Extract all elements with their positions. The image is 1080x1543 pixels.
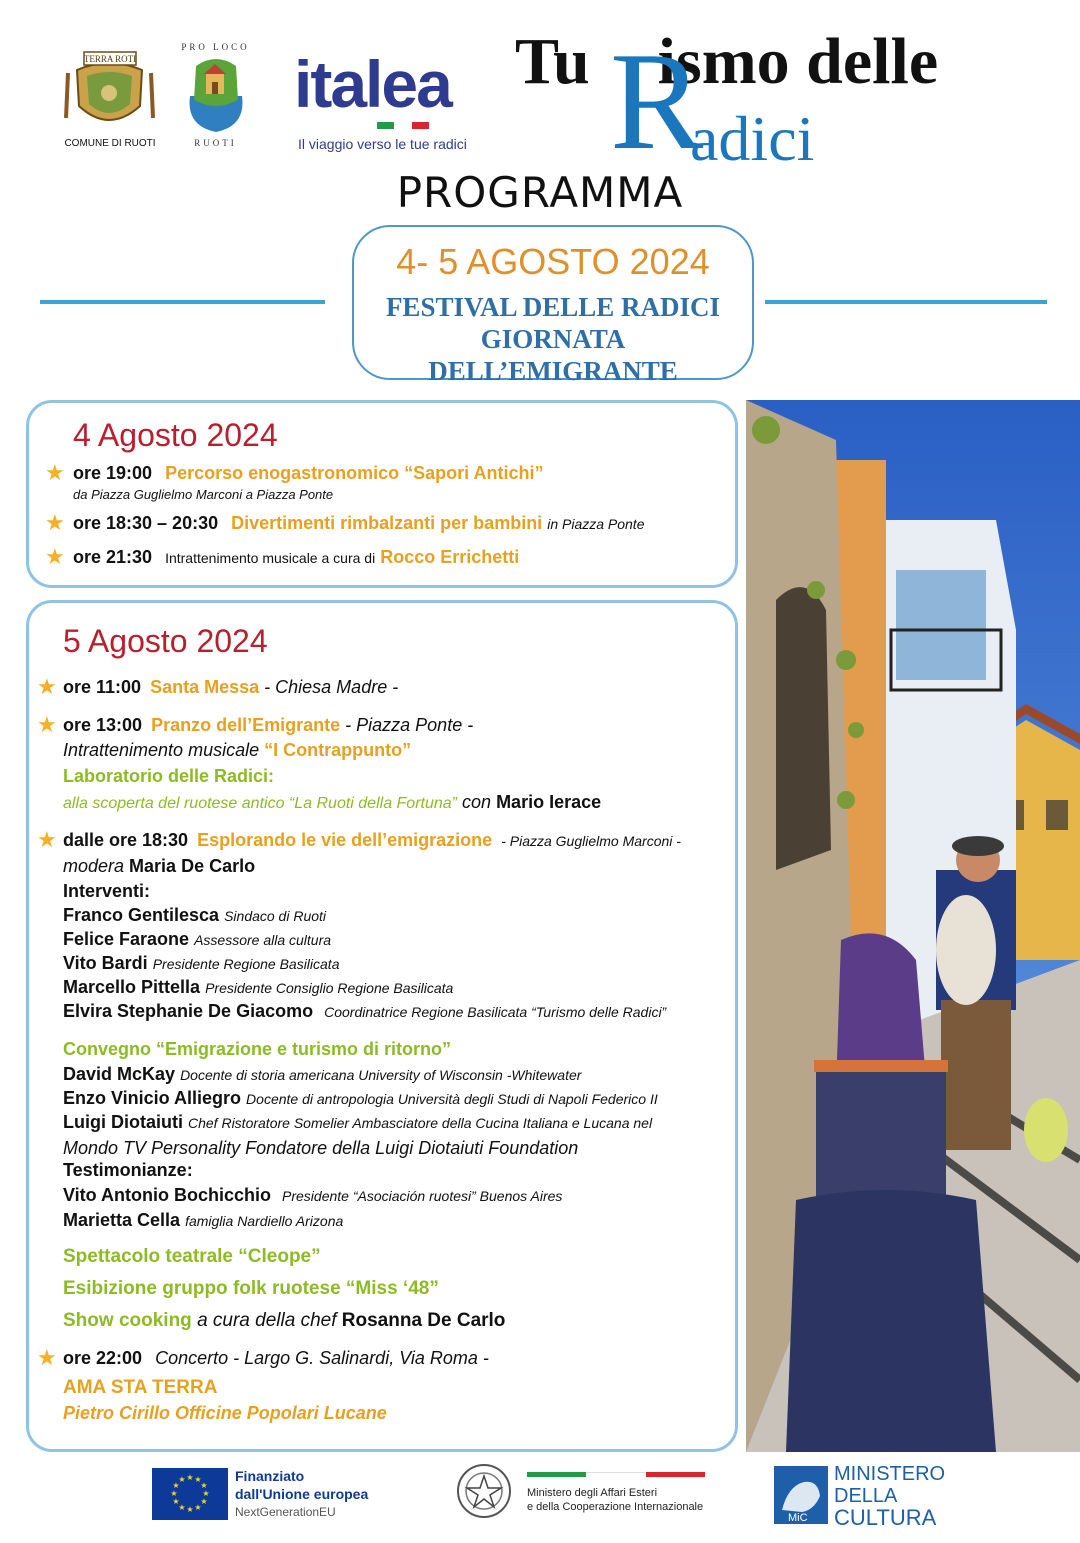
star-icon: ★ — [37, 712, 57, 737]
svg-text:★: ★ — [194, 1475, 202, 1484]
programma-title: PROGRAMMA — [396, 168, 684, 217]
mic-text — [834, 1463, 945, 1529]
item-place: - Chiesa Madre - — [264, 677, 399, 697]
convegno-speaker — [63, 1064, 581, 1085]
star-icon: ★ — [37, 674, 57, 699]
mae-line2: e della Cooperazione Internazionale — [527, 1501, 704, 1513]
day2-item-messa — [37, 674, 399, 699]
star-icon: ★ — [45, 510, 65, 535]
convegno-speaker — [63, 1112, 652, 1133]
speaker-role: Docente di storia americana University of Wisconsin -Whitewater — [180, 1067, 582, 1083]
street-illustration — [746, 400, 1080, 1452]
day1-item-2 — [45, 510, 645, 535]
mic-line2: DELLA — [834, 1485, 898, 1507]
speaker-row — [63, 929, 331, 950]
svg-text:★: ★ — [186, 1505, 194, 1514]
day2-item-concerto — [37, 1345, 489, 1370]
music-title: “I Contrappunto” — [264, 740, 412, 760]
day1-item-3 — [45, 544, 520, 569]
day1-item-1-note: da Piazza Guglielmo Marconi a Piazza Ponte — [73, 487, 334, 502]
item-time: ore 22:00 — [63, 1348, 143, 1368]
item-time: ore 13:00 — [63, 715, 143, 735]
speaker-role: Chef Ristoratore Somelier Ambasciatore della Cucina Italiana e Lucana nel — [188, 1115, 653, 1131]
speaker-name: Luigi Diotaiuti — [63, 1112, 183, 1132]
moderator-name: Maria De Carlo — [129, 856, 256, 876]
show-pre: a cura della chef — [197, 1310, 337, 1331]
speaker-name: David McKay — [63, 1064, 176, 1084]
lab-desc: alla scoperta del ruotese antico “La Ruoti della Fortuna” — [63, 795, 457, 812]
testimonial-row — [63, 1210, 343, 1231]
eu-line3: NextGenerationEU — [235, 1505, 336, 1519]
item-title: Esplorando le vie dell’emigrazione — [197, 830, 493, 850]
testimonial-name: Marietta Cella — [63, 1210, 181, 1230]
italian-flag-icon — [377, 122, 429, 129]
mae-line1: Ministero degli Affari Esteri — [527, 1487, 658, 1499]
speaker-name: Marcello Pittella — [63, 977, 201, 997]
mic-line3: CULTURA — [834, 1505, 937, 1530]
esibizione: Esibizione gruppo folk ruotese “Miss ‘48” — [63, 1278, 439, 1299]
speaker-name: Vito Bardi — [63, 953, 148, 973]
day1-title: 4 Agosto 2024 — [73, 417, 278, 453]
testimonial-row — [63, 1185, 562, 1206]
day2-laboratorio: Laboratorio delle Radici: — [63, 766, 275, 786]
spettacolo: Spettacolo teatrale “Cleope” — [63, 1246, 321, 1267]
mic-line1: MINISTERO — [834, 1463, 946, 1485]
eu-line1: Finanziato — [235, 1468, 305, 1484]
turismo-tu: Tu — [515, 25, 590, 98]
show-cooking — [63, 1310, 505, 1332]
item-title: Pranzo dell’Emigrante — [151, 715, 341, 735]
speaker-row — [63, 953, 339, 974]
proloco-emblem-icon — [186, 56, 246, 136]
day2-box — [26, 600, 738, 1452]
turismo-big-r: R — [610, 24, 704, 179]
lab-con: con — [462, 792, 492, 812]
music-pre: Intrattenimento musicale — [63, 740, 260, 760]
turismo-line1 — [515, 22, 938, 102]
item-title: Divertimenti rimbalzanti per bambini — [231, 513, 543, 533]
italian-flag-bar — [527, 1472, 705, 1477]
speaker-name: Franco Gentilesca — [63, 905, 220, 925]
svg-text:★: ★ — [200, 1481, 208, 1490]
eu-line2: dall'Unione europea — [235, 1486, 369, 1502]
svg-text:★: ★ — [178, 1503, 186, 1512]
speaker-role: Coordinatrice Regione Basilicata “Turismo delle Radici” — [324, 1004, 667, 1020]
speaker-name: Elvira Stephanie De Giacomo — [63, 1001, 314, 1021]
svg-text:★: ★ — [172, 1481, 180, 1490]
star-icon: ★ — [37, 1345, 57, 1370]
speaker-role: Presidente Regione Basilicata — [152, 956, 340, 972]
eu-stars-icon — [152, 1468, 228, 1520]
testimonianze-label: Testimonianze: — [63, 1160, 193, 1180]
proloco-bottom-text: RUOTI — [194, 138, 237, 148]
speaker-row — [63, 1001, 666, 1022]
speaker-name: Felice Faraone — [63, 929, 190, 949]
speaker-role: Sindaco di Ruoti — [224, 908, 327, 924]
event-dates: 4- 5 AGOSTO 2024 — [396, 241, 710, 282]
star-icon: ★ — [37, 827, 57, 852]
divider-right — [765, 300, 1047, 304]
day2-item-pranzo — [37, 712, 474, 737]
band-sub: Pietro Cirillo Officine Popolari Lucane — [63, 1403, 387, 1423]
crest-text: TERRA ROTI — [83, 54, 137, 64]
eu-flag-icon — [152, 1468, 228, 1520]
item-pre: Intrattenimento musicale a cura di — [165, 550, 376, 566]
day2-title: 5 Agosto 2024 — [63, 623, 268, 659]
item-time: dalle ore 18:30 — [63, 830, 189, 850]
divider-left — [40, 300, 325, 304]
speaker-role: Docente di antropologia Università degli Studi di Napoli Federico II — [246, 1091, 658, 1107]
svg-text:★: ★ — [170, 1489, 178, 1498]
svg-text:★: ★ — [172, 1497, 180, 1506]
lab-person: Mario Ierace — [496, 792, 602, 812]
star-icon: ★ — [45, 460, 65, 485]
svg-text:★: ★ — [202, 1489, 210, 1498]
eu-funding-text — [235, 1467, 368, 1521]
item-time: ore 18:30 – 20:30 — [73, 513, 219, 533]
event-giornata: GIORNATA DELL’EMIGRANTE — [428, 324, 678, 386]
diotaiuti-cont: Mondo TV Personality Fondatore della Luigi Diotaiuti Foundation — [63, 1138, 579, 1158]
day1-item-1 — [45, 460, 544, 485]
item-title: Percorso enogastronomico “Sapori Antichi” — [165, 463, 544, 483]
mae-text — [527, 1486, 703, 1514]
speaker-name: Enzo Vinicio Alliegro — [63, 1088, 242, 1108]
item-note: in Piazza Ponte — [547, 516, 645, 532]
day2-laboratorio-desc — [63, 792, 601, 813]
svg-text:★: ★ — [194, 1503, 202, 1512]
day2-music — [63, 740, 411, 761]
convegno-title: Convegno “Emigrazione e turismo di ritorno” — [63, 1039, 452, 1059]
item-place: Concerto - Largo G. Salinardi, Via Roma - — [155, 1348, 489, 1368]
show-title: Show cooking — [63, 1310, 192, 1331]
italian-emblem-icon — [455, 1462, 513, 1520]
speaker-role: Presidente Consiglio Regione Basilicata — [205, 980, 454, 996]
speaker-row — [63, 977, 453, 998]
testimonial-role: Presidente “Asociación ruotesi” Buenos Aires — [282, 1188, 563, 1204]
item-time: ore 19:00 — [73, 463, 153, 483]
event-festival: FESTIVAL DELLE RADICI — [385, 292, 721, 322]
testimonial-name: Vito Antonio Bochicchio — [63, 1185, 271, 1205]
item-title: Rocco Errichetti — [380, 547, 520, 567]
day2-modera — [63, 856, 255, 877]
mic-logo-icon — [774, 1466, 828, 1524]
item-time: ore 11:00 — [63, 677, 142, 697]
turismo-ismo-delle: ismo delle — [657, 25, 939, 98]
speaker-row — [63, 905, 326, 926]
italea-wordmark: italea — [294, 47, 451, 121]
day1-box — [26, 400, 738, 588]
crest-icon — [62, 48, 157, 138]
speaker-role: Assessore alla cultura — [194, 932, 332, 948]
mic-badge-text: MiC — [788, 1512, 808, 1524]
band-name: AMA STA TERRA — [63, 1377, 218, 1398]
comune-di-ruoti-logo — [62, 48, 157, 158]
comune-label: COMUNE DI RUOTI — [64, 138, 156, 149]
interventi-label: Interventi: — [63, 881, 151, 901]
item-place: - Piazza Guglielmo Marconi - — [501, 833, 681, 849]
star-icon: ★ — [45, 544, 65, 569]
item-time: ore 21:30 — [73, 547, 153, 567]
svg-text:★: ★ — [200, 1497, 208, 1506]
svg-text:★: ★ — [186, 1473, 194, 1482]
italea-logo — [292, 44, 492, 154]
item-title: Santa Messa — [150, 677, 260, 697]
item-place: - Piazza Ponte - — [345, 715, 474, 735]
day2-item-esplorando — [37, 827, 681, 852]
pro-loco-ruoti-logo — [178, 42, 253, 154]
proloco-top-text: PRO LOCO — [181, 42, 250, 52]
svg-text:★: ★ — [178, 1475, 186, 1484]
event-date-box — [352, 225, 754, 386]
show-person: Rosanna De Carlo — [341, 1310, 506, 1331]
turismo-adici: adici — [690, 103, 815, 174]
convegno-speaker — [63, 1088, 658, 1109]
italea-tagline: Il viaggio verso le tue radici — [298, 136, 467, 152]
village-street-photo — [746, 400, 1080, 1452]
turismo-delle-radici-logo — [515, 22, 1060, 179]
modera-label: modera — [63, 856, 125, 876]
testimonial-role: famiglia Nardiello Arizona — [185, 1213, 344, 1229]
